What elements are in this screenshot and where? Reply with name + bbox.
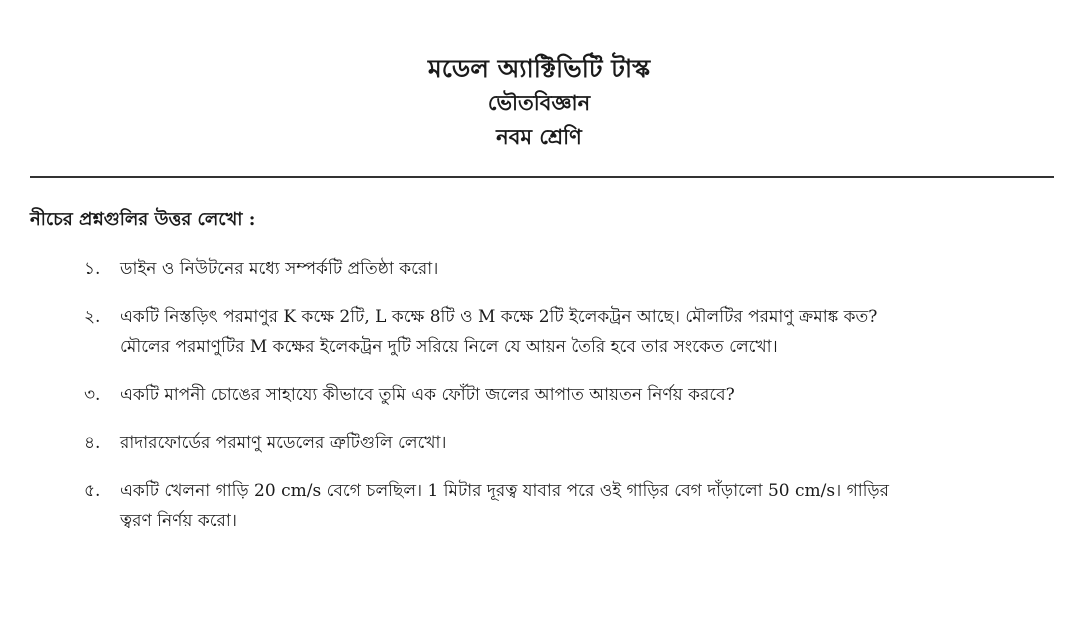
- question-text: [120, 302, 1050, 362]
- question-line: একটি নিস্তড়িৎ পরমাণুর K কক্ষে 2টি, L কক্ষে 8টি ও M কক্ষে 2টি ইলেকট্রন আছে। মৌলটির পরমাণু ক্রমাঙ্ক কত?: [120, 307, 878, 327]
- question-item: [0, 428, 1078, 458]
- page-title: মডেল অ্যাক্টিভিটি টাস্ক: [427, 54, 651, 83]
- question-item: [0, 254, 1078, 284]
- question-text: [120, 428, 1050, 458]
- class-heading: নবম শ্রেণি: [496, 124, 582, 149]
- question-text: [120, 380, 1050, 410]
- question-line: ত্বরণ নির্ণয় করো।: [120, 511, 237, 531]
- question-item: [0, 380, 1078, 410]
- document-header: [0, 52, 1078, 154]
- question-item: [0, 476, 1078, 536]
- question-number: ১.: [84, 259, 101, 279]
- subject-heading: ভৌতবিজ্ঞান: [487, 90, 591, 115]
- question-line: মৌলের পরমাণুটির M কক্ষের ইলেকট্রন দুটি সরিয়ে নিলে যে আয়ন তৈরি হবে তার সংকেত লেখো।: [120, 337, 778, 357]
- question-line: রাদারফোর্ডের পরমাণু মডেলের ত্রুটিগুলি লেখো।: [120, 433, 447, 453]
- question-number: ৩.: [84, 385, 101, 405]
- question-list: [0, 254, 1078, 536]
- question-line: একটি খেলনা গাড়ি 20 cm/s বেগে চলছিল। 1 মিটার দূরত্ব যাবার পরে ওই গাড়ির বেগ দাঁড়ালো 50 cm/s। গাড়ির: [120, 481, 889, 501]
- question-text: [120, 254, 1050, 284]
- question-line: ডাইন ও নিউটনের মধ্যে সম্পর্কটি প্রতিষ্ঠা করো।: [120, 259, 439, 279]
- instruction-text: নীচের প্রশ্নগুলির উত্তর লেখো :: [30, 209, 256, 230]
- question-number: ২.: [84, 307, 101, 327]
- question-line: একটি মাপনী চোঙের সাহায্যে কীভাবে তুমি এক ফোঁটা জলের আপাত আয়তন নির্ণয় করবে?: [120, 385, 735, 405]
- question-text: [120, 476, 1050, 536]
- header-divider: [30, 176, 1054, 178]
- question-number: ৪.: [84, 433, 101, 453]
- question-item: [0, 302, 1078, 362]
- question-number: ৫.: [84, 481, 101, 501]
